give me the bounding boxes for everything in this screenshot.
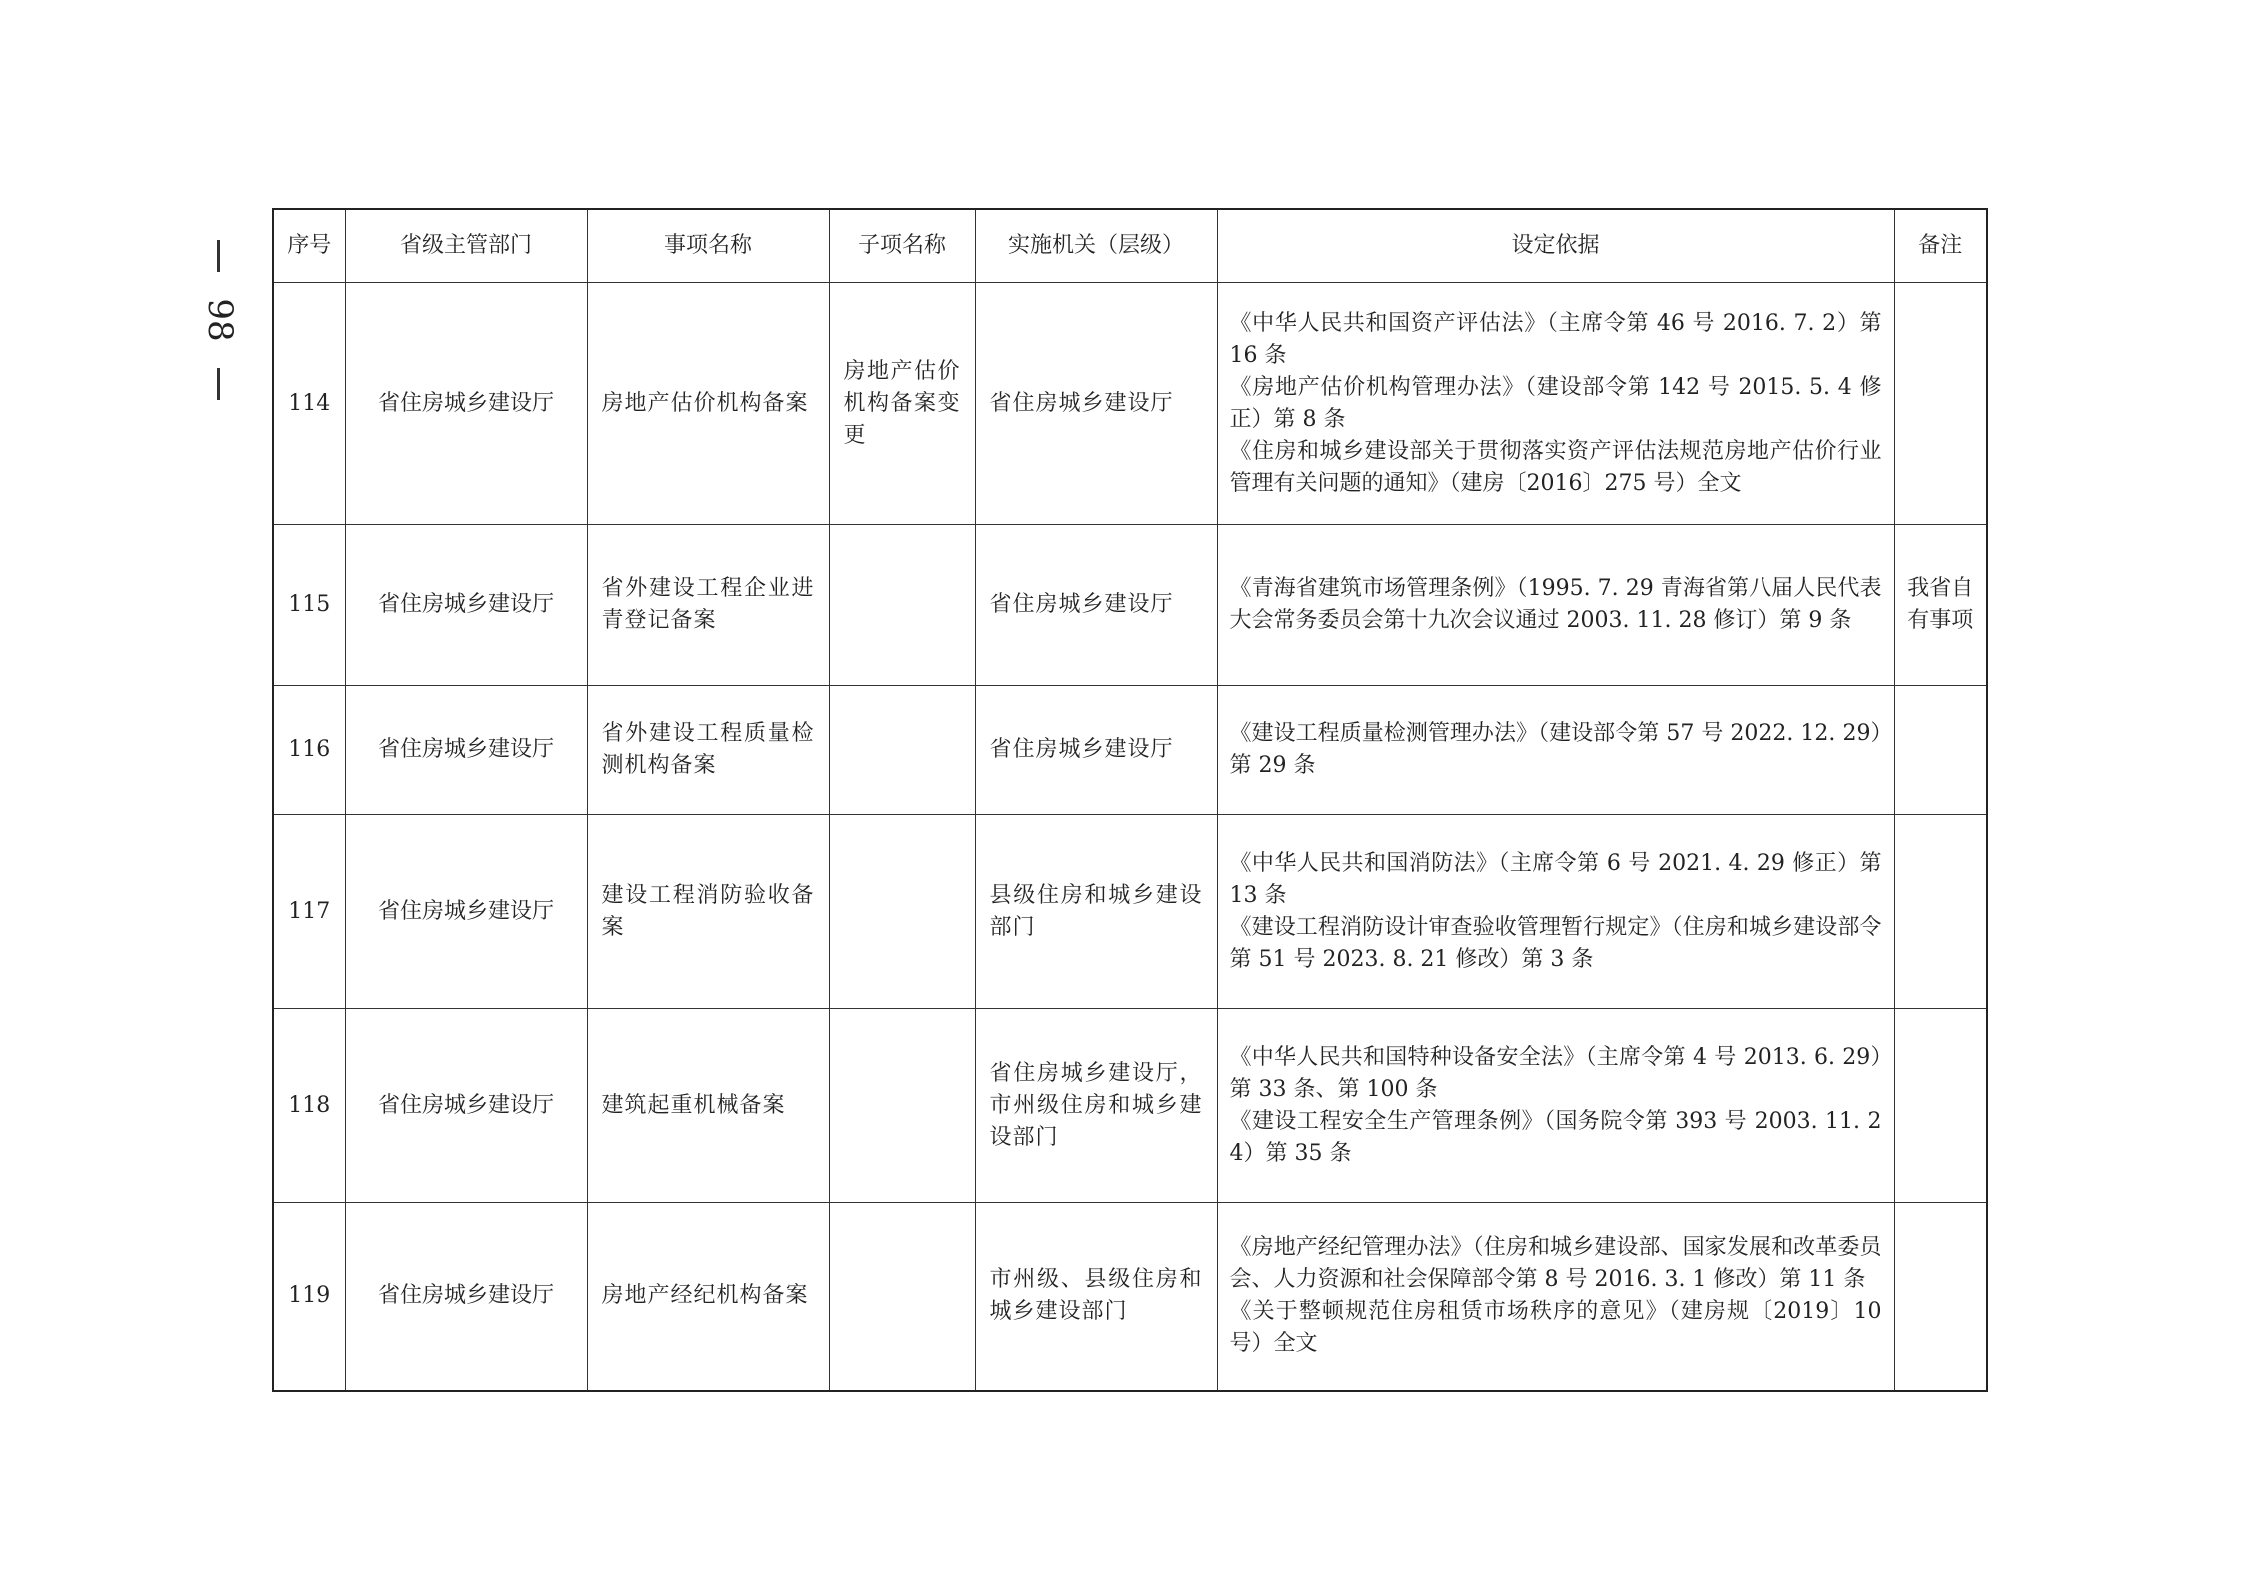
basis-line: 《建设工程安全生产管理条例》（国务院令第 393 号 2003. 11. 24）第 35 条 xyxy=(1229,1108,1882,1166)
table-row xyxy=(273,686,1987,815)
cell-dept: 省住房城乡建设厅 xyxy=(345,815,587,1009)
basis-line: 《建设工程质量检测管理办法》（建设部令第 57 号 2022. 12. 29）第 29 条 xyxy=(1229,721,1882,778)
cell-subitem xyxy=(829,1203,975,1391)
cell-subitem xyxy=(829,525,975,686)
basis-line: 《住房和城乡建设部关于贯彻落实资产评估法规范房地产估价行业管理有关问题的通知》（建房〔2016〕275 号）全文 xyxy=(1229,438,1882,496)
cell-item: 房地产估价机构备案 xyxy=(587,283,829,525)
basis-line: 《房地产估价机构管理办法》（建设部令第 142 号 2015. 5. 4 修正）第 8 条 xyxy=(1229,374,1882,432)
cell-basis xyxy=(1217,1009,1894,1203)
cell-note xyxy=(1894,283,1987,525)
cell-basis xyxy=(1217,815,1894,1009)
cell-subitem xyxy=(829,815,975,1009)
cell-subitem: 房地产估价机构备案变更 xyxy=(829,283,975,525)
header-basis: 设定依据 xyxy=(1217,209,1894,283)
basis-line: 《房地产经纪管理办法》（住房和城乡建设部、国家发展和改革委员会、人力资源和社会保障部令第 8 号 2016. 3. 1 修改）第 11 条 xyxy=(1229,1235,1882,1293)
cell-item: 建设工程消防验收备案 xyxy=(587,815,829,1009)
basis-line: 《中华人民共和国消防法》（主席令第 6 号 2021. 4. 29 修正）第 13 条 xyxy=(1229,850,1882,908)
cell-org: 县级住房和城乡建设部门 xyxy=(975,815,1217,1009)
cell-basis xyxy=(1217,525,1894,686)
cell-org: 省住房城乡建设厅，市州级住房和城乡建设部门 xyxy=(975,1009,1217,1203)
basis-line: 《中华人民共和国资产评估法》（主席令第 46 号 2016. 7. 2）第 16 条 xyxy=(1229,310,1882,368)
table-row xyxy=(273,815,1987,1009)
page-number xyxy=(190,240,250,400)
table-row xyxy=(273,525,1987,686)
header-subitem: 子项名称 xyxy=(829,209,975,283)
cell-seq: 117 xyxy=(273,815,345,1009)
cell-item: 房地产经纪机构备案 xyxy=(587,1203,829,1391)
basis-line: 《建设工程消防设计审查验收管理暂行规定》（住房和城乡建设部令第 51 号 2023. 8. 21 修改）第 3 条 xyxy=(1229,914,1882,972)
table-header-row xyxy=(273,209,1987,283)
header-org: 实施机关（层级） xyxy=(975,209,1217,283)
cell-seq: 119 xyxy=(273,1203,345,1391)
table-row xyxy=(273,1203,1987,1391)
header-dept: 省级主管部门 xyxy=(345,209,587,283)
header-seq: 序号 xyxy=(273,209,345,283)
cell-subitem xyxy=(829,686,975,815)
header-note: 备注 xyxy=(1894,209,1987,283)
cell-item: 建筑起重机械备案 xyxy=(587,1009,829,1203)
cell-dept: 省住房城乡建设厅 xyxy=(345,686,587,815)
cell-dept: 省住房城乡建设厅 xyxy=(345,525,587,686)
cell-org: 省住房城乡建设厅 xyxy=(975,686,1217,815)
cell-org: 省住房城乡建设厅 xyxy=(975,283,1217,525)
cell-org: 省住房城乡建设厅 xyxy=(975,525,1217,686)
cell-note xyxy=(1894,1009,1987,1203)
cell-note xyxy=(1894,1203,1987,1391)
page-number-dash-bottom xyxy=(217,368,220,400)
cell-basis xyxy=(1217,686,1894,815)
cell-dept: 省住房城乡建设厅 xyxy=(345,283,587,525)
cell-note xyxy=(1894,686,1987,815)
basis-line: 《中华人民共和国特种设备安全法》（主席令第 4 号 2013. 6. 29）第 33 条、第 100 条 xyxy=(1229,1044,1882,1102)
cell-org: 市州级、县级住房和城乡建设部门 xyxy=(975,1203,1217,1391)
header-item: 事项名称 xyxy=(587,209,829,283)
basis-line: 《关于整顿规范住房租赁市场秩序的意见》（建房规〔2019〕10 号）全文 xyxy=(1229,1299,1882,1357)
cell-subitem xyxy=(829,1009,975,1203)
table-row xyxy=(273,1009,1987,1203)
page-number-text: 98 xyxy=(200,298,240,342)
cell-seq: 116 xyxy=(273,686,345,815)
cell-seq: 118 xyxy=(273,1009,345,1203)
cell-seq: 115 xyxy=(273,525,345,686)
cell-basis xyxy=(1217,1203,1894,1391)
table-row xyxy=(273,283,1987,525)
cell-item: 省外建设工程企业进青登记备案 xyxy=(587,525,829,686)
cell-note: 我省自有事项 xyxy=(1894,525,1987,686)
cell-dept: 省住房城乡建设厅 xyxy=(345,1009,587,1203)
page-number-dash-top xyxy=(217,240,220,272)
cell-seq: 114 xyxy=(273,283,345,525)
admin-items-table xyxy=(272,208,1988,1392)
cell-note xyxy=(1894,815,1987,1009)
cell-item: 省外建设工程质量检测机构备案 xyxy=(587,686,829,815)
cell-dept: 省住房城乡建设厅 xyxy=(345,1203,587,1391)
cell-basis xyxy=(1217,283,1894,525)
basis-line: 《青海省建筑市场管理条例》（1995. 7. 29 青海省第八届人民代表大会常务委员会第十九次会议通过 2003. 11. 28 修订）第 9 条 xyxy=(1229,576,1882,633)
